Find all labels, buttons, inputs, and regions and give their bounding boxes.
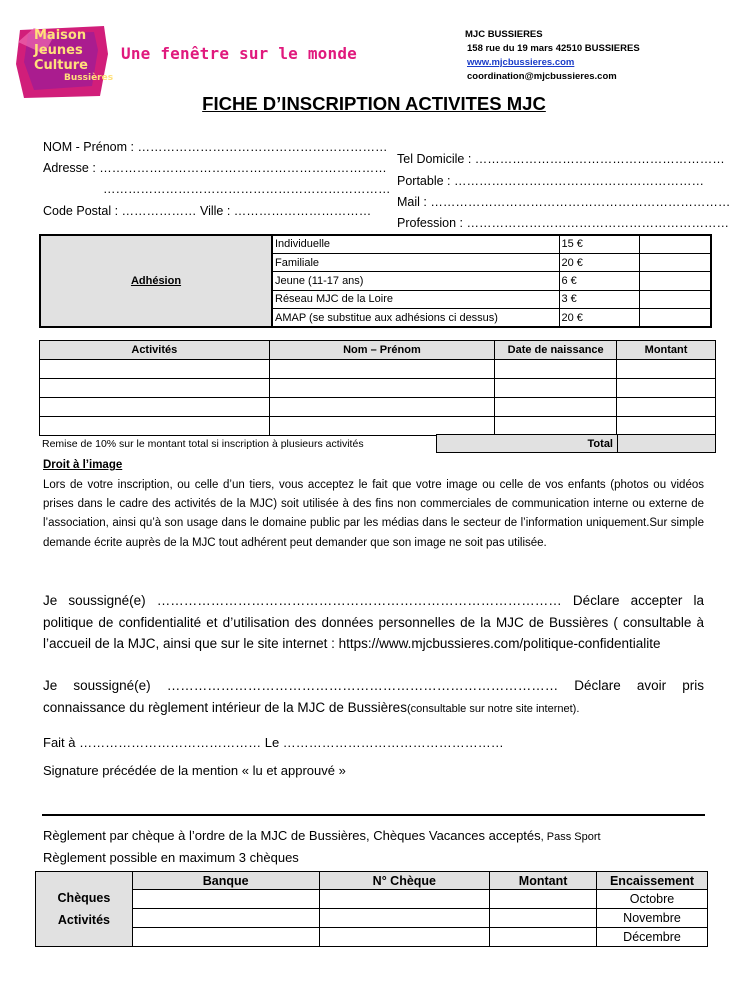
adhesion-check-cell[interactable] bbox=[639, 253, 711, 271]
banque-cell[interactable] bbox=[132, 928, 319, 947]
table-row bbox=[40, 360, 716, 379]
amount-cell[interactable] bbox=[490, 890, 597, 909]
activity-cell[interactable] bbox=[40, 398, 270, 417]
birthdate-cell[interactable] bbox=[495, 398, 617, 417]
logo-word-2: Jeunes bbox=[34, 43, 83, 58]
cheques-label bbox=[36, 872, 133, 947]
total-box bbox=[436, 434, 716, 453]
name-cell[interactable] bbox=[269, 398, 495, 417]
cheques-label-line-2: Activités bbox=[57, 913, 110, 927]
birthdate-cell[interactable] bbox=[495, 360, 617, 379]
adresse-field[interactable]: Adresse : …………………………………………………………… bbox=[43, 161, 387, 175]
adhesion-price: 6 € bbox=[559, 272, 639, 290]
amount-cell[interactable] bbox=[617, 417, 716, 436]
cheques-header-row bbox=[36, 872, 708, 890]
adhesion-type: Réseau MJC de la Loire bbox=[272, 290, 559, 308]
name-cell[interactable] bbox=[269, 360, 495, 379]
adresse-line2-field[interactable]: …………………………………………………………… bbox=[103, 182, 391, 196]
banque-cell[interactable] bbox=[132, 909, 319, 928]
name-cell[interactable] bbox=[269, 417, 495, 436]
col-encaissement: Encaissement bbox=[597, 872, 708, 890]
name-cell[interactable] bbox=[269, 379, 495, 398]
reglement-main-text: Je soussigné(e) …………………………………………………………………………… Déclare avoir pris connaissance du règlement intérieur de la MJC de Bussières bbox=[43, 678, 704, 715]
droit-image-text: Lors de votre inscription, ou celle d’un tiers, vous acceptez le fait que votre image ou celle de vos enfants (photos ou vidéos prises dans le cadre des activités de la MJC) soit utilisée à des fins non commerciales de communication interne ou externe de l’association, ainsi qu’à son usage dans le domaine public par les médias dans le secteur de l’information uniquement.Sur simple demande écrite auprès de la MJC tout adhérent peut demander que son image ne soit pas utilisée. bbox=[43, 479, 704, 549]
signature-line: Signature précédée de la mention « lu et approuvé » bbox=[43, 763, 346, 778]
pass-sport-note: , Pass Sport bbox=[540, 831, 601, 843]
reglement-declaration bbox=[43, 675, 704, 720]
table-row bbox=[40, 379, 716, 398]
total-value-cell[interactable] bbox=[618, 435, 715, 452]
activities-table bbox=[39, 340, 716, 436]
adhesion-type: Jeune (11-17 ans) bbox=[272, 272, 559, 290]
adhesion-table bbox=[39, 234, 712, 328]
tel-domicile-field[interactable]: Tel Domicile : …………………………………………………… bbox=[397, 152, 725, 166]
adhesion-check-cell[interactable] bbox=[639, 272, 711, 290]
table-row bbox=[40, 398, 716, 417]
adhesion-type: Familiale bbox=[272, 253, 559, 271]
payment-line-2: Règlement possible en maximum 3 chèques bbox=[43, 850, 299, 865]
col-date-naissance: Date de naissance bbox=[495, 341, 617, 360]
amount-cell[interactable] bbox=[617, 360, 716, 379]
logo-word-1: Maison bbox=[34, 28, 87, 43]
col-activites: Activités bbox=[40, 341, 270, 360]
birthdate-cell[interactable] bbox=[495, 379, 617, 398]
fait-a-field[interactable]: Fait à …………………………………… Le …………………………………………… bbox=[43, 735, 504, 750]
adhesion-check-cell[interactable] bbox=[639, 290, 711, 308]
page-title: FICHE D’INSCRIPTION ACTIVITES MJC bbox=[202, 93, 546, 114]
portable-field[interactable]: Portable : …………………………………………………… bbox=[397, 174, 704, 188]
code-postal-ville-field[interactable]: Code Postal : ……………… Ville : …………………………… bbox=[43, 204, 372, 218]
activity-cell[interactable] bbox=[40, 379, 270, 398]
adhesion-price: 15 € bbox=[559, 235, 639, 253]
col-montant: Montant bbox=[490, 872, 597, 890]
cheques-label-line-1: Chèques bbox=[57, 891, 111, 905]
payment-line-1-text: Règlement par chèque à l’ordre de la MJC de Bussières, Chèques Vacances acceptés bbox=[43, 828, 541, 843]
adhesion-price: 3 € bbox=[559, 290, 639, 308]
slogan: Une fenêtre sur le monde bbox=[121, 44, 357, 63]
col-numero-cheque: N° Chèque bbox=[319, 872, 490, 890]
table-row bbox=[36, 909, 708, 928]
org-block bbox=[465, 28, 640, 84]
table-row bbox=[40, 417, 716, 436]
activities-header-row bbox=[40, 341, 716, 360]
cheques-table bbox=[35, 871, 708, 947]
adhesion-price: 20 € bbox=[559, 309, 639, 327]
org-name: MJC BUSSIERES bbox=[465, 29, 543, 40]
mjc-logo bbox=[14, 24, 114, 100]
activity-cell[interactable] bbox=[40, 360, 270, 379]
cheque-number-cell[interactable] bbox=[319, 909, 490, 928]
col-nom-prenom: Nom – Prénom bbox=[269, 341, 495, 360]
adhesion-price: 20 € bbox=[559, 253, 639, 271]
cheque-number-cell[interactable] bbox=[319, 928, 490, 947]
org-email: coordination@mjcbussieres.com bbox=[467, 71, 617, 82]
cheque-number-cell[interactable] bbox=[319, 890, 490, 909]
remise-note: Remise de 10% sur le montant total si inscription à plusieurs activités bbox=[42, 438, 364, 450]
profession-field[interactable]: Profession : ……………………………………………………… bbox=[397, 216, 729, 230]
col-montant: Montant bbox=[617, 341, 716, 360]
amount-cell[interactable] bbox=[490, 909, 597, 928]
politique-declaration: Je soussigné(e) ……………………………………………………………………………… Déclare accepter la politique de confidentialité et d’utilisation des données personnelles de la MJC de Bussières ( consultable à l’accueil de la MJC, ainsi que sur le site internet : https://www.mjcbussieres.com/politique-confidentialite bbox=[43, 593, 704, 651]
payment-line-1 bbox=[43, 828, 601, 843]
reglement-note: (consultable sur notre site internet). bbox=[406, 702, 580, 715]
org-address: 158 rue du 19 mars 42510 BUSSIERES bbox=[467, 43, 640, 54]
encaissement-month: Octobre bbox=[597, 890, 708, 909]
col-banque: Banque bbox=[132, 872, 319, 890]
table-row bbox=[36, 890, 708, 909]
logo-word-3: Culture bbox=[34, 58, 88, 73]
adhesion-check-cell[interactable] bbox=[639, 309, 711, 327]
birthdate-cell[interactable] bbox=[495, 417, 617, 436]
droit-image-heading: Droit à l’image bbox=[43, 459, 123, 471]
mail-field[interactable]: Mail : ……………………………………………………………… bbox=[397, 195, 731, 209]
amount-cell[interactable] bbox=[490, 928, 597, 947]
table-row bbox=[36, 928, 708, 947]
encaissement-month: Novembre bbox=[597, 909, 708, 928]
divider bbox=[42, 814, 705, 816]
amount-cell[interactable] bbox=[617, 398, 716, 417]
adhesion-check-cell[interactable] bbox=[639, 235, 711, 253]
amount-cell[interactable] bbox=[617, 379, 716, 398]
adhesion-row bbox=[40, 235, 711, 253]
nom-prenom-field[interactable]: NOM - Prénom : …………………………………………………… bbox=[43, 140, 388, 154]
logo-word-4: Bussières bbox=[64, 73, 114, 83]
adhesion-type: Individuelle bbox=[272, 235, 559, 253]
activity-cell[interactable] bbox=[40, 417, 270, 436]
total-label: Total bbox=[437, 435, 618, 452]
banque-cell[interactable] bbox=[132, 890, 319, 909]
adhesion-label: Adhésion bbox=[40, 235, 272, 327]
org-website-link[interactable]: www.mjcbussieres.com bbox=[467, 57, 575, 68]
encaissement-month: Décembre bbox=[597, 928, 708, 947]
adhesion-type: AMAP (se substitue aux adhésions ci dessus) bbox=[272, 309, 559, 327]
